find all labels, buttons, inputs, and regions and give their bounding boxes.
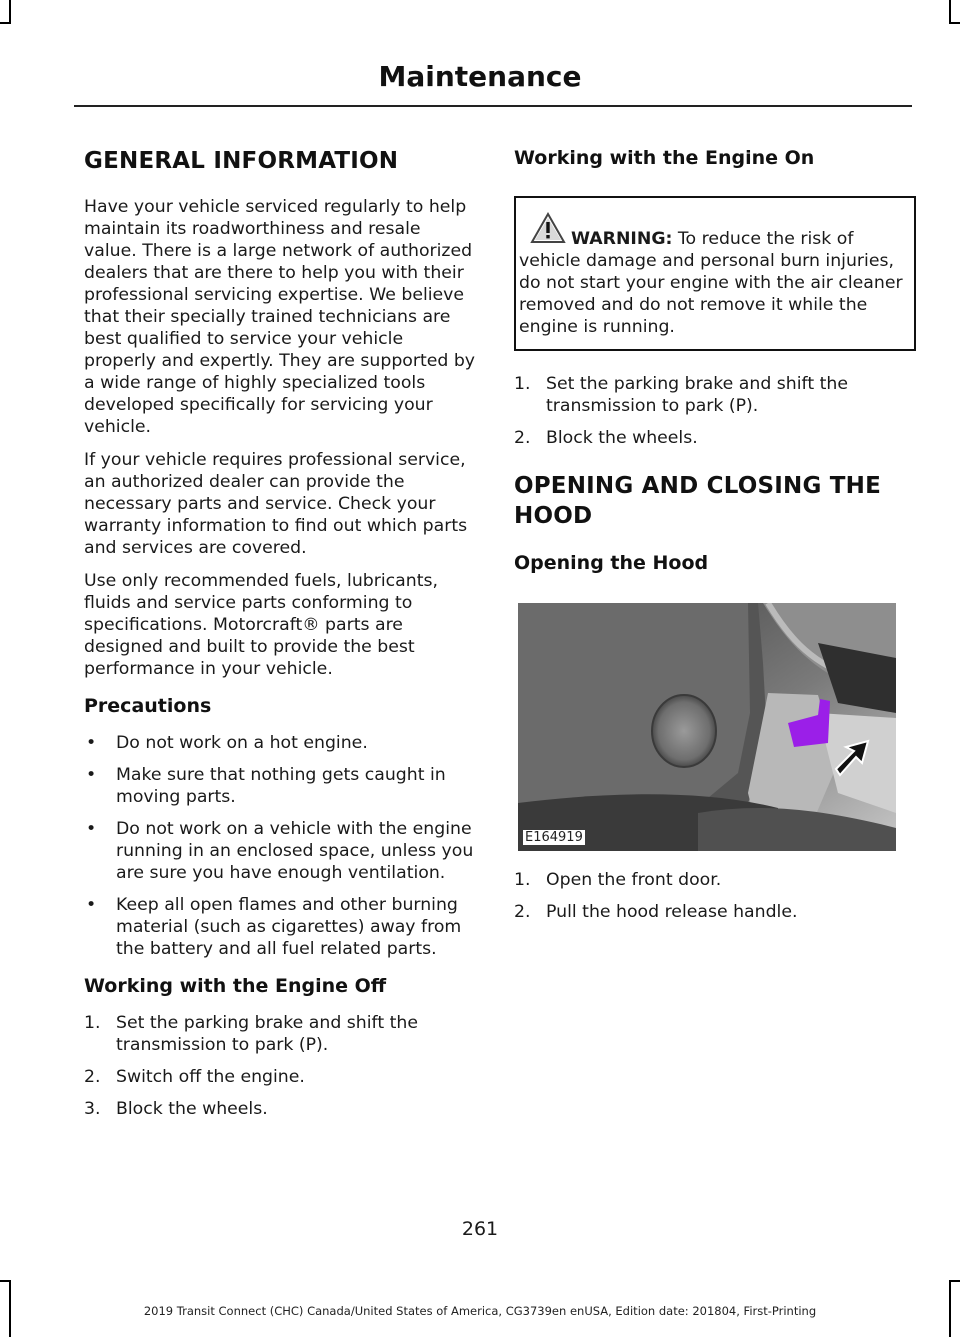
warning-text: To reduce the risk of vehicle damage and personal burn injuries, do not start your engine with the air cleaner removed and do not remove it while the engine is running. (519, 229, 903, 337)
engine-off-heading: Working with the Engine Off (84, 975, 387, 997)
engine-on-heading: Working with the Engine On (514, 147, 815, 169)
opening-hood-steps (514, 869, 916, 923)
warning-box (514, 196, 916, 351)
hood-heading: OPENING AND CLOSING THE HOOD (514, 473, 881, 529)
step-number: 1. (514, 374, 531, 394)
crop-mark (949, 22, 960, 24)
step-text: Set the parking brake and shift the transmission to park (P). (116, 1013, 418, 1055)
list-item: • Keep all open flames and other burning material (such as cigarettes) away from the battery and all fuel related parts. (84, 894, 476, 960)
crop-mark (0, 22, 11, 24)
engine-on-steps (514, 373, 916, 449)
step-number: 1. (514, 870, 531, 890)
engine-off-steps (84, 1012, 476, 1120)
step-text: Set the parking brake and shift the transmission to park (P). (546, 374, 848, 416)
step-text: Pull the hood release handle. (546, 902, 798, 922)
warning-label: WARNING: (571, 229, 673, 249)
step-text: Block the wheels. (116, 1099, 268, 1119)
page-title: Maintenance (378, 60, 582, 93)
list-item (84, 1066, 476, 1088)
opening-hood-heading: Opening the Hood (514, 552, 709, 574)
paragraph: Use only recommended fuels, lubricants, fluids and service parts conforming to specifications. Motorcraft® parts are designed and built to provide the best performance in your vehicle. (84, 571, 438, 679)
list-item (514, 901, 916, 923)
header-divider (74, 105, 912, 107)
page-number: 261 (461, 1218, 499, 1240)
step-number: 2. (514, 428, 531, 448)
step-number: 2. (514, 902, 531, 922)
precautions-heading: Precautions (84, 695, 212, 717)
step-text: Switch off the engine. (116, 1067, 305, 1087)
hood-release-figure (518, 603, 896, 851)
step-number: 1. (84, 1013, 101, 1033)
crop-mark (9, 0, 11, 24)
list-item (514, 427, 916, 449)
warning-icon (530, 212, 566, 244)
list-item: • Do not work on a hot engine. (84, 732, 476, 754)
left-column (84, 140, 476, 1130)
right-column (514, 140, 916, 933)
precautions-list (84, 732, 476, 960)
footer-edition: 2019 Transit Connect (CHC) Canada/United States of America, CG3739en enUSA, Edition date: 201804, First-Printing (143, 1304, 817, 1318)
crop-mark (0, 1280, 11, 1282)
list-item (514, 869, 916, 891)
list-item: • Do not work on a vehicle with the engine running in an enclosed space, unless you are sure you have enough ventilation. (84, 818, 476, 884)
list-item (84, 1098, 476, 1120)
list-item (84, 1012, 476, 1056)
crop-mark (949, 1280, 960, 1282)
list-item (514, 373, 916, 417)
hood-release-illustration (518, 603, 896, 851)
paragraph: Have your vehicle serviced regularly to help maintain its roadworthiness and resale value. There is a large network of authorized dealers that are there to help you with their professional servicing expertise. We believe that their specially trained technicians are best qualified to service your vehicle properly and expertly. They are supported by a wide range of highly specialized tools developed specifically for servicing your vehicle. (84, 197, 476, 437)
step-number: 3. (84, 1099, 101, 1119)
list-item: • Make sure that nothing gets caught in moving parts. (84, 764, 476, 808)
paragraph: If your vehicle requires professional service, an authorized dealer can provide the necessary parts and service. Check your warranty information to find out which parts and services are covered. (84, 450, 468, 558)
crop-mark (949, 0, 951, 24)
general-information-heading: GENERAL INFORMATION (84, 148, 399, 174)
step-text: Block the wheels. (546, 428, 698, 448)
figure-code: E164919 (525, 830, 583, 845)
step-text: Open the front door. (546, 870, 722, 890)
step-number: 2. (84, 1067, 101, 1087)
